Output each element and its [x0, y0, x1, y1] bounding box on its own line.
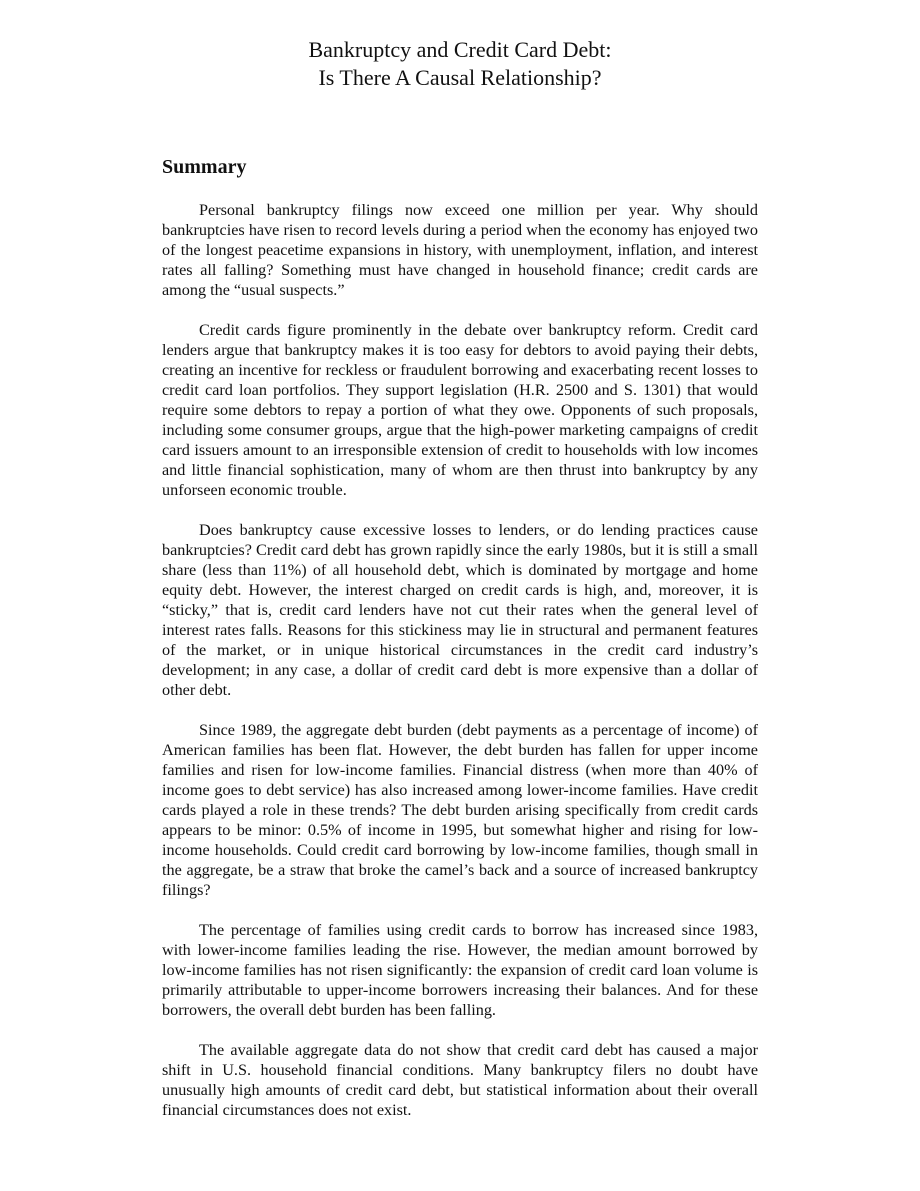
paragraph-3: Does bankruptcy cause excessive losses to lenders, or do lending practices cause bankruptcies? Credit card debt has grown rapidly since the early 1980s, but it is still a small share (less than 11%) of all household debt, which is dominated by mortgage and home equity debt. However, the interest charged on credit cards is high, and, moreover, it is “sticky,” that is, credit card lenders have not cut their rates when the general level of interest rates falls. Reasons for this stickiness may lie in structural and permanent features of the market, or in unique historical circumstances in the credit card industry’s development; in any case, a dollar of credit card debt is more expensive than a dollar of other debt. [162, 521, 758, 699]
title-line-2: Is There A Causal Relationship? [318, 65, 602, 90]
paragraph-4: Since 1989, the aggregate debt burden (debt payments as a percentage of income) of American families has been flat. However, the debt burden has fallen for upper income families and risen for low-income families. Financial distress (when more than 40% of income goes to debt service) has also increased among lower-income families. Have credit cards played a role in these trends? The debt burden arising specifically from credit cards appears to be minor: 0.5% of income in 1995, but somewhat higher and rising for low-income households. Could credit card borrowing by low-income families, though small in the aggregate, be a straw that broke the camel’s back and a source of increased bankruptcy filings? [162, 721, 758, 899]
title-line-1: Bankruptcy and Credit Card Debt: [308, 37, 612, 62]
paragraph-1: Personal bankruptcy filings now exceed one million per year. Why should bankruptcies have risen to record levels during a period when the economy has enjoyed two of the longest peacetime expansions in history, with unemployment, inflation, and interest rates all falling? Something must have changed in household finance; credit cards are among the “usual suspects.” [162, 201, 758, 299]
summary-heading: Summary [162, 156, 247, 178]
summary-body [162, 200, 758, 1120]
document-title [162, 36, 758, 92]
document-page [162, 36, 758, 1140]
paragraph-6: The available aggregate data do not show that credit card debt has caused a major shift in U.S. household financial conditions. Many bankruptcy filers no doubt have unusually high amounts of credit card debt, but statistical information about their overall financial circumstances does not exist. [162, 1041, 758, 1119]
paragraph-5: The percentage of families using credit cards to borrow has increased since 1983, with lower-income families leading the rise. However, the median amount borrowed by low-income families has not risen significantly: the expansion of credit card loan volume is primarily attributable to upper-income borrowers increasing their balances. And for these borrowers, the overall debt burden has been falling. [162, 921, 758, 1019]
paragraph-2: Credit cards figure prominently in the debate over bankruptcy reform. Credit card lenders argue that bankruptcy makes it is too easy for debtors to avoid paying their debts, creating an incentive for reckless or fraudulent borrowing and exacerbating recent losses to credit card loan portfolios. They support legislation (H.R. 2500 and S. 1301) that would require some debtors to repay a portion of what they owe. Opponents of such proposals, including some consumer groups, argue that the high-power marketing campaigns of credit card issuers amount to an irresponsible extension of credit to households with low incomes and little financial sophistication, many of whom are then thrust into bankruptcy by any unforseen economic trouble. [162, 321, 758, 499]
